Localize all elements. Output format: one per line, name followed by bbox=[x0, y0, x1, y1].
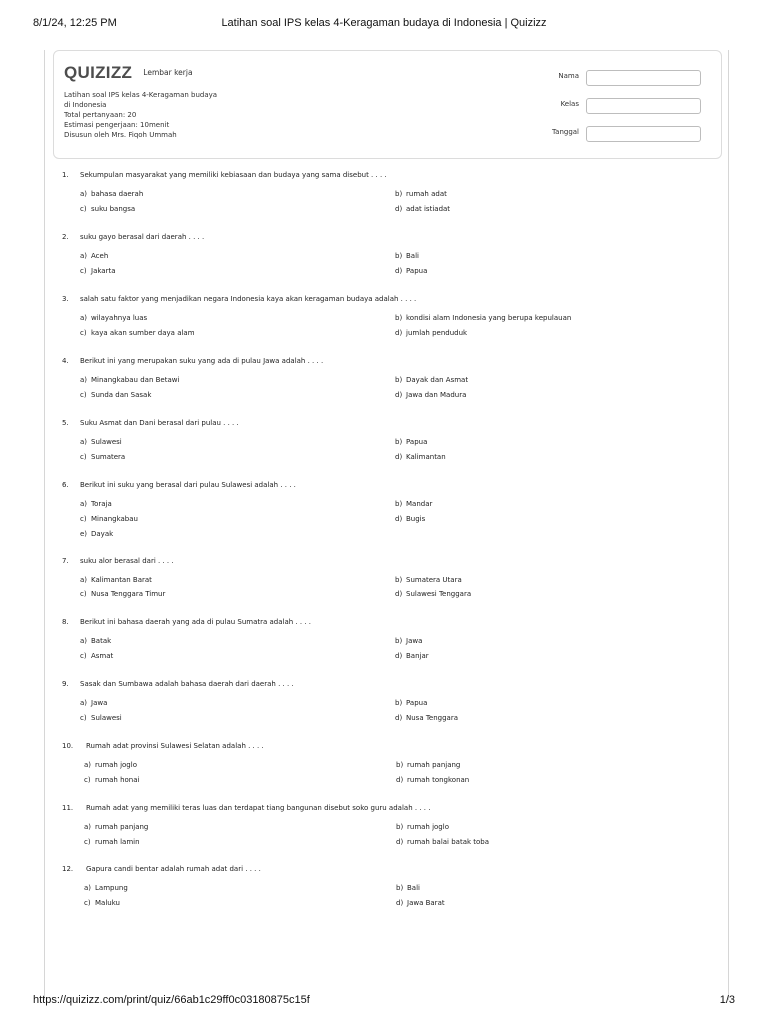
option-a: a) Lampung bbox=[84, 884, 128, 892]
question-number: 3. bbox=[62, 295, 69, 303]
option-c: c) rumah lamin bbox=[84, 838, 140, 846]
question-number: 12. bbox=[62, 865, 74, 873]
option-a: a) wilayahnya luas bbox=[80, 314, 148, 322]
option-a: a) Aceh bbox=[80, 252, 109, 260]
option-a: a) Minangkabau dan Betawi bbox=[80, 376, 180, 384]
sheet-label: Lembar kerja bbox=[143, 68, 193, 77]
quiz-title-line2: di Indonesia bbox=[64, 101, 107, 109]
option-b: b) Papua bbox=[395, 699, 428, 707]
option-b: b) kondisi alam Indonesia yang berupa kepulauan bbox=[395, 314, 572, 322]
question-text: Berikut ini suku yang berasal dari pulau Sulawesi adalah . . . . bbox=[80, 481, 296, 489]
option-d: d) jumlah penduduk bbox=[395, 329, 468, 337]
option-a: a) bahasa daerah bbox=[80, 190, 144, 198]
option-d: d) Jawa Barat bbox=[396, 899, 445, 907]
question-text: Rumah adat provinsi Sulawesi Selatan adalah . . . . bbox=[86, 742, 264, 750]
quiz-title-line1: Latihan soal IPS kelas 4-Keragaman budaya bbox=[64, 91, 218, 99]
worksheet bbox=[44, 50, 729, 1000]
total-questions: Total pertanyaan: 20 bbox=[64, 111, 137, 119]
option-b: b) Sumatera Utara bbox=[395, 576, 462, 584]
option-a: a) Kalimantan Barat bbox=[80, 576, 152, 584]
option-a: a) Batak bbox=[80, 637, 112, 645]
option-d: d) rumah balai batak toba bbox=[396, 838, 490, 846]
brand-row bbox=[64, 63, 193, 83]
worksheet-header bbox=[53, 50, 722, 159]
option-a: a) Jawa bbox=[80, 699, 108, 707]
option-d: d) Bugis bbox=[395, 515, 426, 523]
question-text: suku alor berasal dari . . . . bbox=[80, 557, 174, 565]
question-number: 9. bbox=[62, 680, 69, 688]
quiz-meta bbox=[64, 90, 264, 140]
question-number: 5. bbox=[62, 419, 69, 427]
option-b: b) rumah joglo bbox=[396, 823, 449, 831]
option-c: c) Maluku bbox=[84, 899, 120, 907]
class-input[interactable] bbox=[586, 98, 701, 114]
option-b: b) Bali bbox=[396, 884, 420, 892]
option-c: c) Sunda dan Sasak bbox=[80, 391, 152, 399]
question-number: 10. bbox=[62, 742, 74, 750]
page-number: 1/3 bbox=[719, 994, 735, 1006]
name-label: Nama bbox=[558, 72, 579, 80]
option-a: a) rumah joglo bbox=[84, 761, 137, 769]
question-number: 2. bbox=[62, 233, 69, 241]
option-a: a) rumah panjang bbox=[84, 823, 149, 831]
option-d: d) Nusa Tenggara bbox=[395, 714, 459, 722]
date-input[interactable] bbox=[586, 126, 701, 142]
author: Disusun oleh Mrs. Fiqoh Ummah bbox=[64, 131, 177, 139]
print-page-title: Latihan soal IPS kelas 4-Keragaman budaya di Indonesia | Quizizz bbox=[221, 17, 547, 29]
question-text: Suku Asmat dan Dani berasal dari pulau . . . . bbox=[80, 419, 239, 427]
option-d: d) adat istiadat bbox=[395, 205, 451, 213]
name-input[interactable] bbox=[586, 70, 701, 86]
question-number: 8. bbox=[62, 618, 69, 626]
date-label: Tanggal bbox=[552, 128, 579, 136]
print-url: https://quizizz.com/print/quiz/66ab1c29ff0c03180875c15f bbox=[33, 994, 310, 1006]
question-number: 6. bbox=[62, 481, 69, 489]
question-text: salah satu faktor yang menjadikan negara Indonesia kaya akan keragaman budaya adalah . . . . bbox=[80, 295, 417, 303]
question-number: 7. bbox=[62, 557, 69, 565]
option-a: a) Sulawesi bbox=[80, 438, 122, 446]
question-number: 11. bbox=[62, 804, 74, 812]
class-label: Kelas bbox=[560, 100, 579, 108]
option-b: b) rumah adat bbox=[395, 190, 447, 198]
question-text: Rumah adat yang memiliki teras luas dan terdapat tiang bangunan disebut soko guru adalah . . . . bbox=[86, 804, 431, 812]
option-b: b) rumah panjang bbox=[396, 761, 461, 769]
option-a: a) Toraja bbox=[80, 500, 112, 508]
option-c: c) Minangkabau bbox=[80, 515, 138, 523]
question-text: Sekumpulan masyarakat yang memiliki kebiasaan dan budaya yang sama disebut . . . . bbox=[80, 171, 387, 179]
print-footer bbox=[33, 994, 735, 1008]
option-b: b) Dayak dan Asmat bbox=[395, 376, 469, 384]
option-c: c) Sumatera bbox=[80, 453, 126, 461]
option-c: c) rumah honai bbox=[84, 776, 140, 784]
question-text: Berikut ini bahasa daerah yang ada di pulau Sumatra adalah . . . . bbox=[80, 618, 312, 626]
option-e: e) Dayak bbox=[80, 530, 114, 538]
option-b: b) Mandar bbox=[395, 500, 433, 508]
option-b: b) Jawa bbox=[395, 637, 423, 645]
estimated-time: Estimasi pengerjaan: 10menit bbox=[64, 121, 170, 129]
option-d: d) Sulawesi Tenggara bbox=[395, 590, 472, 598]
option-c: c) Jakarta bbox=[80, 267, 116, 275]
option-d: d) Banjar bbox=[395, 652, 429, 660]
option-d: d) Papua bbox=[395, 267, 428, 275]
question-text: Berikut ini yang merupakan suku yang ada di pulau Jawa adalah . . . . bbox=[80, 357, 324, 365]
option-b: b) Bali bbox=[395, 252, 419, 260]
question-text: Gapura candi bentar adalah rumah adat dari . . . . bbox=[86, 865, 261, 873]
print-datetime: 8/1/24, 12:25 PM bbox=[33, 17, 117, 29]
option-c: c) suku bangsa bbox=[80, 205, 136, 213]
question-number: 4. bbox=[62, 357, 69, 365]
question-text: Sasak dan Sumbawa adalah bahasa daerah dari daerah . . . . bbox=[80, 680, 294, 688]
option-d: d) Kalimantan bbox=[395, 453, 446, 461]
option-c: c) Asmat bbox=[80, 652, 114, 660]
option-c: c) Sulawesi bbox=[80, 714, 122, 722]
print-header bbox=[33, 17, 735, 31]
option-b: b) Papua bbox=[395, 438, 428, 446]
question-text: suku gayo berasal dari daerah . . . . bbox=[80, 233, 205, 241]
option-c: c) Nusa Tenggara Timur bbox=[80, 590, 166, 598]
question-number: 1. bbox=[62, 171, 69, 179]
option-d: d) rumah tongkonan bbox=[396, 776, 470, 784]
option-d: d) Jawa dan Madura bbox=[395, 391, 467, 399]
option-c: c) kaya akan sumber daya alam bbox=[80, 329, 195, 337]
quizizz-logo: QUIZIZZ bbox=[64, 63, 133, 82]
